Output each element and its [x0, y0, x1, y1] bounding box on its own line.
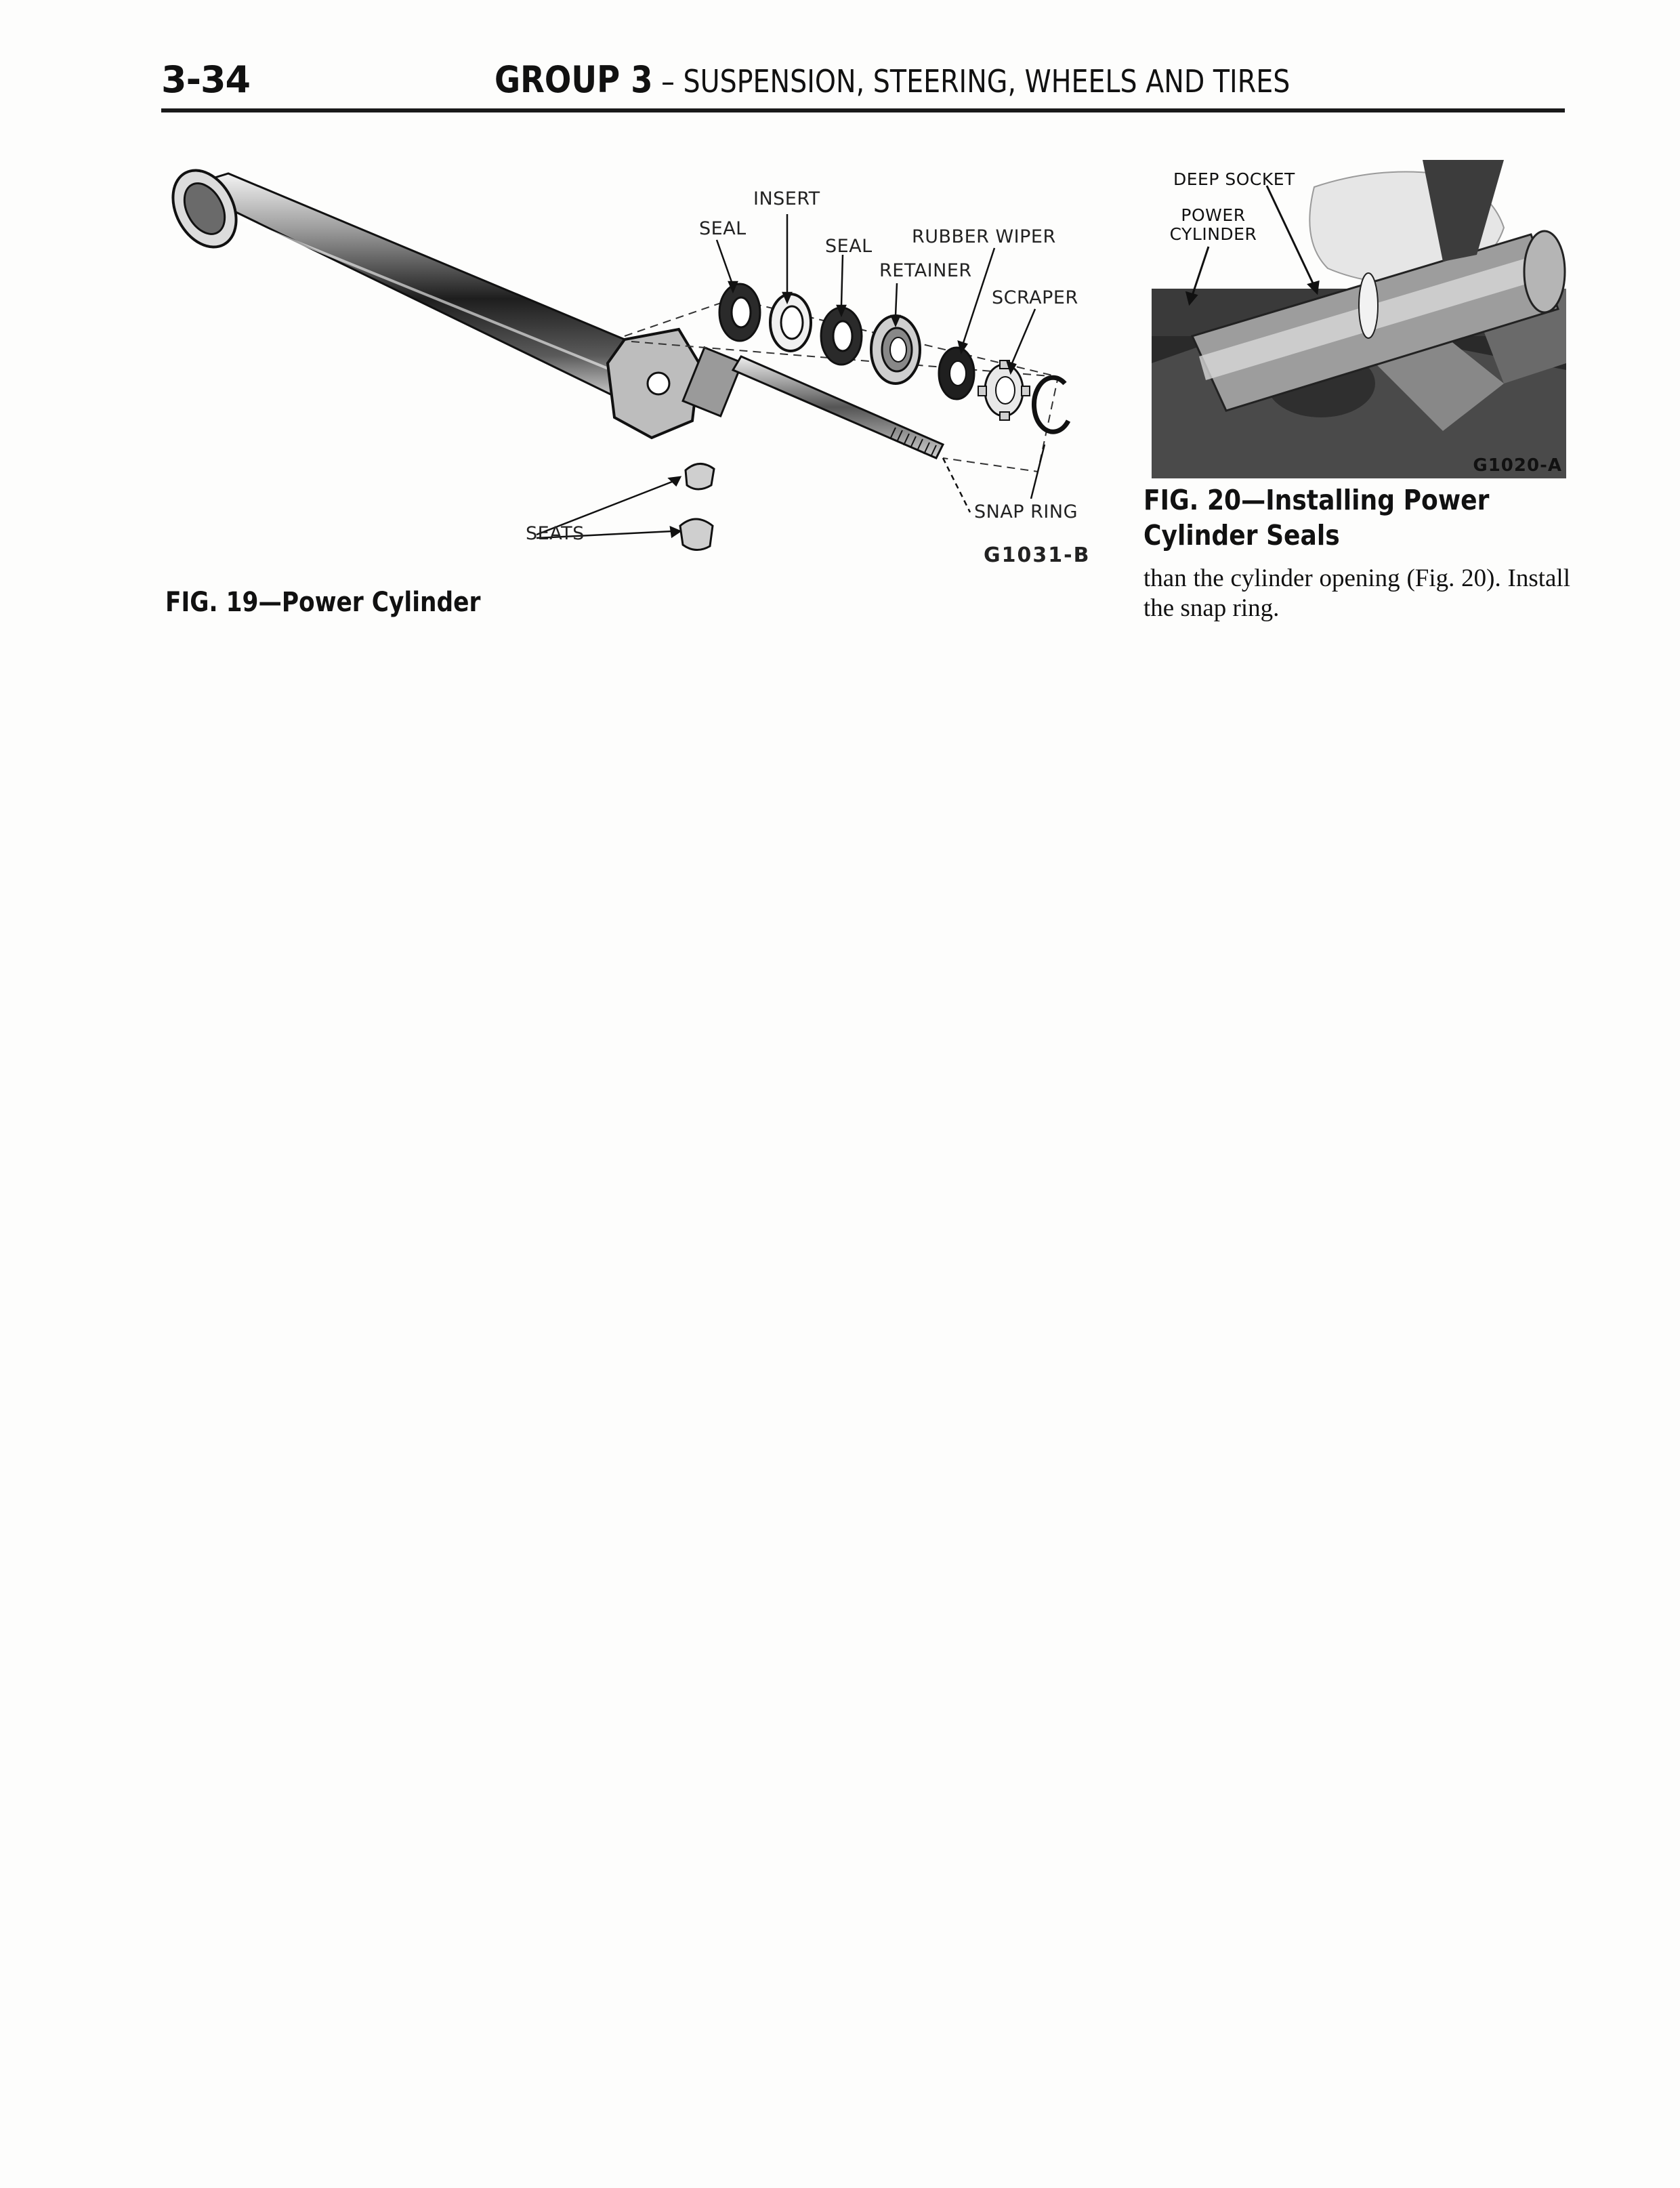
snap-ring [1034, 377, 1068, 432]
body-paragraph: than the cylinder opening (Fig. 20). Install the snap ring. [1143, 564, 1570, 622]
callout-retainer: RETAINER [879, 260, 972, 281]
cylinder-end-cap [161, 160, 249, 258]
callout-scraper: SCRAPER [992, 287, 1078, 308]
seal-1 [719, 284, 760, 341]
cylinder-tube [184, 173, 665, 401]
seat-lower [680, 519, 713, 550]
figure-20-id: G1020-A [1473, 455, 1562, 476]
callout-deep-socket: DEEP SOCKET [1173, 169, 1295, 189]
header-rule [161, 108, 1565, 112]
power-cylinder-illustration [157, 160, 1119, 594]
figure-19-id: G1031-B [984, 543, 1091, 567]
body-text [1143, 564, 1570, 623]
callout-insert: INSERT [753, 188, 820, 209]
seat-upper [686, 463, 714, 489]
callout-rubber-wiper: RUBBER WIPER [912, 226, 1056, 247]
rubber-wiper [939, 348, 974, 399]
callout-seal-2: SEAL [825, 236, 873, 257]
figure-20-caption: FIG. 20—Installing Power Cylinder Seals [1143, 484, 1490, 552]
figure-20-installing-seals [1152, 160, 1566, 478]
figure-19-power-cylinder [157, 160, 1119, 594]
callout-power-cylinder: POWER CYLINDER [1169, 205, 1257, 244]
callout-snap-ring: SNAP RING [974, 501, 1078, 522]
insert [770, 294, 811, 351]
callout-seats: SEATS [526, 523, 585, 544]
figure-19-caption: FIG. 19—Power Cylinder [165, 587, 481, 618]
running-head [495, 58, 1290, 101]
group-label: GROUP 3 [495, 58, 653, 101]
callout-seal-1: SEAL [699, 218, 747, 239]
seats [680, 463, 714, 550]
page-number: 3-34 [161, 58, 251, 101]
scraper [978, 360, 1030, 420]
group-title: – SUSPENSION, STEERING, WHEELS AND TIRES [661, 63, 1290, 100]
